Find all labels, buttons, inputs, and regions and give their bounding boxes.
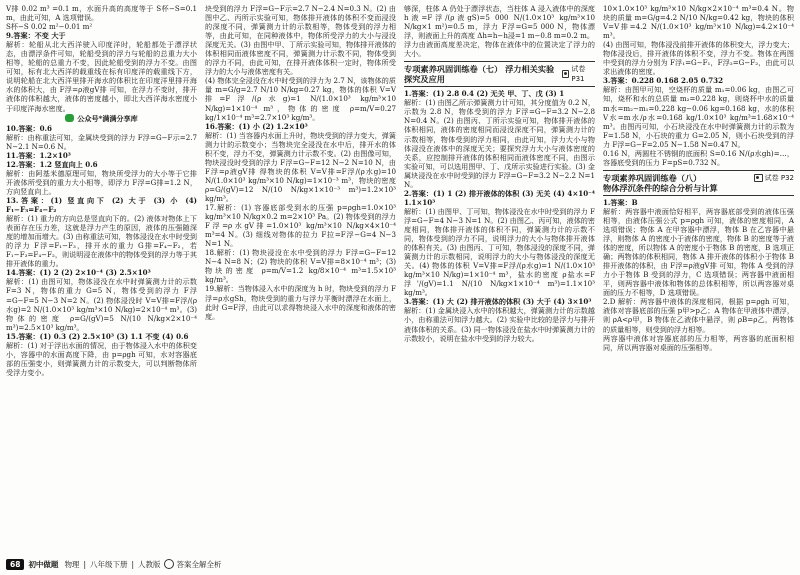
- paragraph: 浮力由液面高度差决定，物体在液体中的位置决定了浮力的大小。: [404, 40, 595, 59]
- section-title: 专项素养巩固训练卷（八）: [603, 172, 702, 183]
- paragraph: 解析：(1) 金属块浸入水中的体积越大，弹簧测力计的示数越小，由称重法可知浮力越大。(2) 实验中比较的是浮力与排开液体体积的关系。(3) 同一物体浸没在盐水中时弹簧测力计的示数较小，说明在盐水中受到的浮力较大。: [404, 306, 595, 343]
- column-3: [404, 4, 595, 552]
- paragraph: 解析：由阿基米德原理可知，物块所受浮力的大小等于它排开液体所受到的重力大小相等，即浮力 F浮=G排=1.2 N，方向竖直向上。: [6, 168, 197, 196]
- footer-grade: 八年级下册: [89, 559, 128, 569]
- paragraph: 解析：(1) 由图可知，物体浸没在水中时弹簧测力计的示数 F=3 N，物体的重力 G=5 N，物体受到的浮力 F浮=G−F=5 N−3 N=2 N。(2) 物体浸没时 V=V排=F浮/(ρ水g)=2 N/(1.0×10³ kg/m³×10 N/kg)=2×10⁻⁴ m³。(3) 物体的密度 ρ=G/(gV)=5 N/(10 N/kg×2×10⁻⁴ m³)=2.5×10³ kg/m³。: [6, 277, 197, 332]
- column-2: [205, 4, 396, 552]
- column-4: [603, 4, 794, 552]
- section-ref-text: 试卷 P31: [571, 65, 586, 84]
- paragraph: 解析：(1) 对于浮出水面的情况，由于物体浸入水中的体积变小，容器中的水面高度下降，由 p=ρgh 可知，水对容器底部的压强变小，则弹簧测力计的示数变大，可以判断物体所受浮力变小。: [6, 340, 197, 377]
- wechat-banner: [6, 114, 197, 123]
- answer-heading: 3.答案：(1) 大 (2) 排开液体的体积 (3) 大于 (4) 3×10³: [404, 297, 592, 307]
- footer-separator: |: [83, 559, 86, 569]
- answer-heading: 1.答案：B: [603, 197, 638, 207]
- logo-icon: [164, 559, 174, 569]
- camera-icon: [562, 70, 570, 78]
- answer-heading: 16.答案：(1) 小 (2) 1.2×10³: [205, 121, 308, 131]
- paragraph: 解析：(1) 由图甲、丁可知，物体浸没在水中时受到的浮力 F浮=G−F=4 N−3 N=1 N。(2) 由图乙、丙可知，液体的密度相同，物体排开液体的体积不同，弹簧测力计的示数不同，物体受到的浮力不同，说明浮力的大小与物体排开液体的体积有关。(3) 由图丙、丁可知，物体浸没的深度不同，弹簧测力计的示数相同，说明浮力的大小与物体浸没的深度无关。(4) 物体的体积 V=V排=F浮/(ρ水g)=1 N/(1.0×10³ kg/m³×10 N/kg)=1×10⁻⁴ m³，盐水的密度 ρ盐水=F浮'/(gV)=1.1 N/(10 N/kg×1×10⁻⁴ m³)=1.1×10³ kg/m³。: [404, 206, 595, 298]
- paragraph: 块受到的浮力 F浮=G−F示=2.7 N−2.4 N=0.3 N。(2) 由图中乙、丙所示实验可知，物体排开液体的体积不变而浸没的深度不同，弹簧测力计的示数相等，物体受到的浮力相等，由此可知，在同种液体中，物体所受浮力的大小与浸没深度无关。(3) 由图中甲、丁所示实验可知，物体排开液体的体积相同而液体密度不同，弹簧测力计示数不同，物体受到的浮力不同，由此可知，在排开液体体积一定时，物体所受浮力的大小与液体密度有关。: [205, 4, 396, 77]
- answer-heading: 12.答案：1.2 竖直向上 0.6: [6, 159, 98, 169]
- paragraph: (4) 物体完全浸没在水中时受到的浮力为 2.7 N，该物体的质量 m=G/g=2.7 N/10 N/kg=0.27 kg，物体的体积 V=V排=F浮/(ρ水g)=1 N/(1.0×10³ kg/m³×10 N/kg)=1×10⁻⁴ m³，物体的密度 ρ=m/V=0.27 kg/1×10⁻⁴ m³=2.7×10³ kg/m³。: [205, 76, 396, 122]
- paragraph: 两容器中液体对容器底部的压力相等，两容器的底面积相同，所以两容器对桌面的压强相等。: [603, 333, 794, 352]
- paragraph: 解析：由图甲可知，空烧杯的质量 m₁=0.06 kg，由图乙可知，烧杯和水的总质量 m₂=0.228 kg，则烧杯中水的质量 m水=m₂−m₁=0.228 kg−0.06 kg=0.168 kg，水的体积 V水=m水/ρ水=0.168 kg/1.0×10³ kg/m³=1.68×10⁻⁴ m³。由图丙可知，小石块浸没在水中时弹簧测力计的示数为 F=1.58 N，小石块的重力 G=2.05 N，则小石块受到的浮力 F浮=G−F=2.05 N−1.58 N=0.47 N。: [603, 85, 794, 149]
- paragraph: S杯−S 0.02 m²−0.01 m²: [6, 22, 93, 32]
- paragraph: 19.解析：当物体浸入水中的深度为 h 时，物块受到的浮力 F浮=ρ水gSh，物块受到的重力与浮力平衡时漂浮在水面上，此时 G=F浮，由此可以求得物块浸入水中的深度和液体的密度。: [205, 284, 396, 321]
- page-footer: [6, 556, 794, 572]
- paragraph: 2.D 解析：两容器中液体的深度相同，根据 p=ρgh 可知，液体对容器底部的压强 p甲>p乙；A 物体在甲液体中漂浮，则 ρA<ρ甲，B 物体在乙液体中悬浮，则 ρB=ρ乙，两物体的质量相等，则受到的浮力相等。: [603, 297, 794, 334]
- paragraph: 0.16 N，两圆柱不锈钢的底面积 S=0.16 N/(ρ水gh)=…，容器底受到的压力 F=pS=0.732 N。: [603, 148, 794, 167]
- footer-edition: 人教版: [138, 559, 161, 569]
- column-1: [6, 4, 197, 552]
- paragraph: 解析：两容器中液面恰好相平，两容器底部受到的液体压强相等，由液体压强公式 p=ρgh 可知，液体的密度相同，A 选项错误；物体 A 在甲容器中漂浮，物体 B 在乙容器中悬浮，则物体 A 的密度小于液体的密度，物体 B 的密度等于液体的密度，所以物体 A 的密度小于物体 B 的密度，B 选项正确；两物体的体积相同，物体 A 排开液体的体积小于物体 B 排开液体的体积，由 F浮=ρ液gV排 可知，物体 A 受到的浮力小于物体 B 受到的浮力，C 选项错误；两容器中液面相平，则两容器中液体和物体的总体积相等，所以两容器对桌面的压力不相等，D 选项错误。: [603, 206, 794, 298]
- paragraph: 够深，柱体 A 仍处于漂浮状态，当柱体 A 浸入液体中的深度 h液=F浮/(ρ液gS)=5 000 N/(1.0×10³ kg/m³×10 N/kg×1 m²)=0.5 m，浮力 F浮=G=5 000 N，物体漂浮，则液面上升的高度 Δh=h−h浸=1 m−0.8 m=0.2 m。: [404, 4, 595, 41]
- columns: [6, 4, 794, 552]
- paragraph: 18.解析：(1) 物块浸没在水中受到的浮力 F浮=G−F=12 N−4 N=8 N；(2) 物块的体积 V=V排=8×10⁻⁴ m³；(3) 物块的密度 ρ=m/V=1.2 kg/8×10⁻⁴ m³=1.5×10³ kg/m³。: [205, 248, 396, 285]
- paragraph: 解析：由称重法可知，金属块受到的浮力 F浮=G−F示=2.7 N−2.1 N=0.6 N。: [6, 132, 197, 151]
- paragraph: 解析：(1) 由图乙所示弹簧测力计可知，其分度值为 0.2 N，示数为 2.8 N，物体受到的浮力 F浮=G−F=3.2 N−2.8 N=0.4 N。(2) 由图丙、丁所示实验可知，物体排开液体的体积相同，液体的密度相同而浸没深度不同，弹簧测力计的示数相等，物体受到的浮力相同，由此可知，浮力大小与物体浸没在液体中的深度无关；要探究浮力大小与液体密度的关系，应控制排开液体的体积相同而液体密度不同，由图示实验可知，可以选用图甲、丁、戊所示实验进行实验。(3) 金属块浸没在水中时受到的浮力 F浮=G−F=3.2 N−2.2 N=1 N。: [404, 98, 595, 189]
- answer-heading: 11.答案：1.2×10³: [6, 150, 71, 160]
- page-number: 68: [6, 559, 24, 570]
- paragraph: V排 0.02 m³ =0.1 m，水面升高的高度等于 S杯−S=0.1 m，由此可知，A 选项错误。: [6, 4, 197, 23]
- footer-subject: 物理: [64, 559, 80, 569]
- answer-heading: 15.答案：(1) 0.3 (2) 2.5×10³ (3) 1.1 不变 (4) 0.6: [6, 331, 189, 341]
- wechat-icon: [65, 114, 74, 122]
- section-header-8: [603, 170, 794, 196]
- paragraph: 解析：(1) 重力的方向总是竖直向下的。(2) 液体对物体上下表面存在压力差，这就是浮力产生的原因，液体的压强随深度的增加而增大。(3) 由称重法可知，物体浸没在水中时受到的浮力 F浮=F₁−F₃，排开水的重力 G排=F₄−F₂，若 F₁−F₃=F₄−F₂，则说明浸在液体中的物体受到的浮力等于其排开液体的重力。: [6, 214, 197, 269]
- answer-heading: 10.答案：0.6: [6, 123, 52, 133]
- section-subtitle: 物体浮沉条件的综合分析与计算: [603, 182, 718, 193]
- section-ref: [754, 173, 794, 183]
- answer-heading: 3.答案：0.228 0.168 2.05 0.732: [603, 76, 724, 86]
- answer-heading: 13.答案：(1) 竖直向下 (2) 大于 (3) 小 (4) F₁−F₃=F₄−F₂: [6, 195, 197, 215]
- section-header-7: [404, 61, 595, 87]
- section-ref: [562, 64, 595, 84]
- answer-heading: 9.答案：不变 大于: [6, 31, 66, 41]
- camera-icon: [754, 174, 763, 182]
- wechat-label: 公众号*满满分享库: [77, 113, 138, 123]
- answer-heading: 14.答案：(1) 2 (2) 2×10⁻⁴ (3) 2.5×10³: [6, 268, 151, 278]
- footer-separator: |: [131, 559, 134, 569]
- paragraph: (4) 由图可知，物体浸没前排开液体的体积变大，浮力变大；物体浸没后，排开液体的体积不变，浮力不变。物体在两图中受到的浮力分别为 F浮₁=G−F₁，F浮₂=G−F₂，由此可以求出液体的密度。: [603, 40, 794, 77]
- footer-brand: 初中做题: [28, 559, 59, 569]
- paragraph: 17.解析：(1) 容器底部受到水的压强 p=ρgh=1.0×10³ kg/m³×10 N/kg×0.2 m=2×10³ Pa。(2) 物体受到的浮力 F浮=ρ水gV排=1.0×10³ kg/m³×10 N/kg×4×10⁻⁴ m³=4 N。(3) 细线对物体的拉力 F拉=F浮−G=4 N−3 N=1 N。: [205, 203, 396, 249]
- section-ref-text: 试卷 P32: [764, 173, 794, 182]
- paragraph: 解析：轮船从北大西洋驶入印度洋时，轮船都处于漂浮状态，由漂浮条件可知，轮船受到的浮力与轮船的总重力大小相等，轮船的总重力不变，因此轮船受到的浮力不变。由图可知，标有北大西洋的载重线在标有印度洋的载重线下方，说明轮船在北大西洋里排开海水的体积比在印度洋里排开海水的体积大，由 F浮=ρ液gV排 可知，在浮力不变时，排开液体的体积越大，液体的密度越小，即北大西洋海水密度小于印度洋海水密度。: [6, 40, 197, 113]
- paragraph: 10×1.0×10³ kg/m³×10 N/kg×2×10⁻⁴ m³=0.4 N。物块的质量 m=G/g=4.2 N/10 N/kg=0.42 kg，物块的体积 V=V排=4.2 N/(1.0×10³ kg/m³×10 N/kg)=4.2×10⁻⁴ m³。: [603, 4, 794, 41]
- footer-tag: 答案全解全析: [176, 559, 222, 569]
- paragraph: 解析：(1) 当容器内水面上升时，物块受到的浮力变大，弹簧测力计的示数变小；当物块完全浸没在水中后，排开水的体积不变，浮力不变，弹簧测力计示数不变。(2) 由图像可知，物块浸没时受到的浮力 F浮=G−F=12 N−2 N=10 N，由 F浮=ρ液gV排 得物块的体积 V=V排=F浮/(ρ水g)=10 N/(1.0×10³ kg/m³×10 N/kg)=1×10⁻³ m³，物块的密度 ρ=G/(gV)=12 N/(10 N/kg×1×10⁻³ m³)=1.2×10³ kg/m³。: [205, 130, 396, 203]
- section-title: 专项素养巩固训练卷（七） 浮力相关实验探究及应用: [404, 64, 555, 85]
- answer-heading: 1.答案：(1) 2.8 0.4 (2) 无关 甲、丁、戊 (3) 1: [404, 89, 565, 99]
- answer-heading: 2.答案：(1) 1 (2) 排开液体的体积 (3) 无关 (4) 4×10⁻⁴ 1.1×10³: [404, 188, 595, 207]
